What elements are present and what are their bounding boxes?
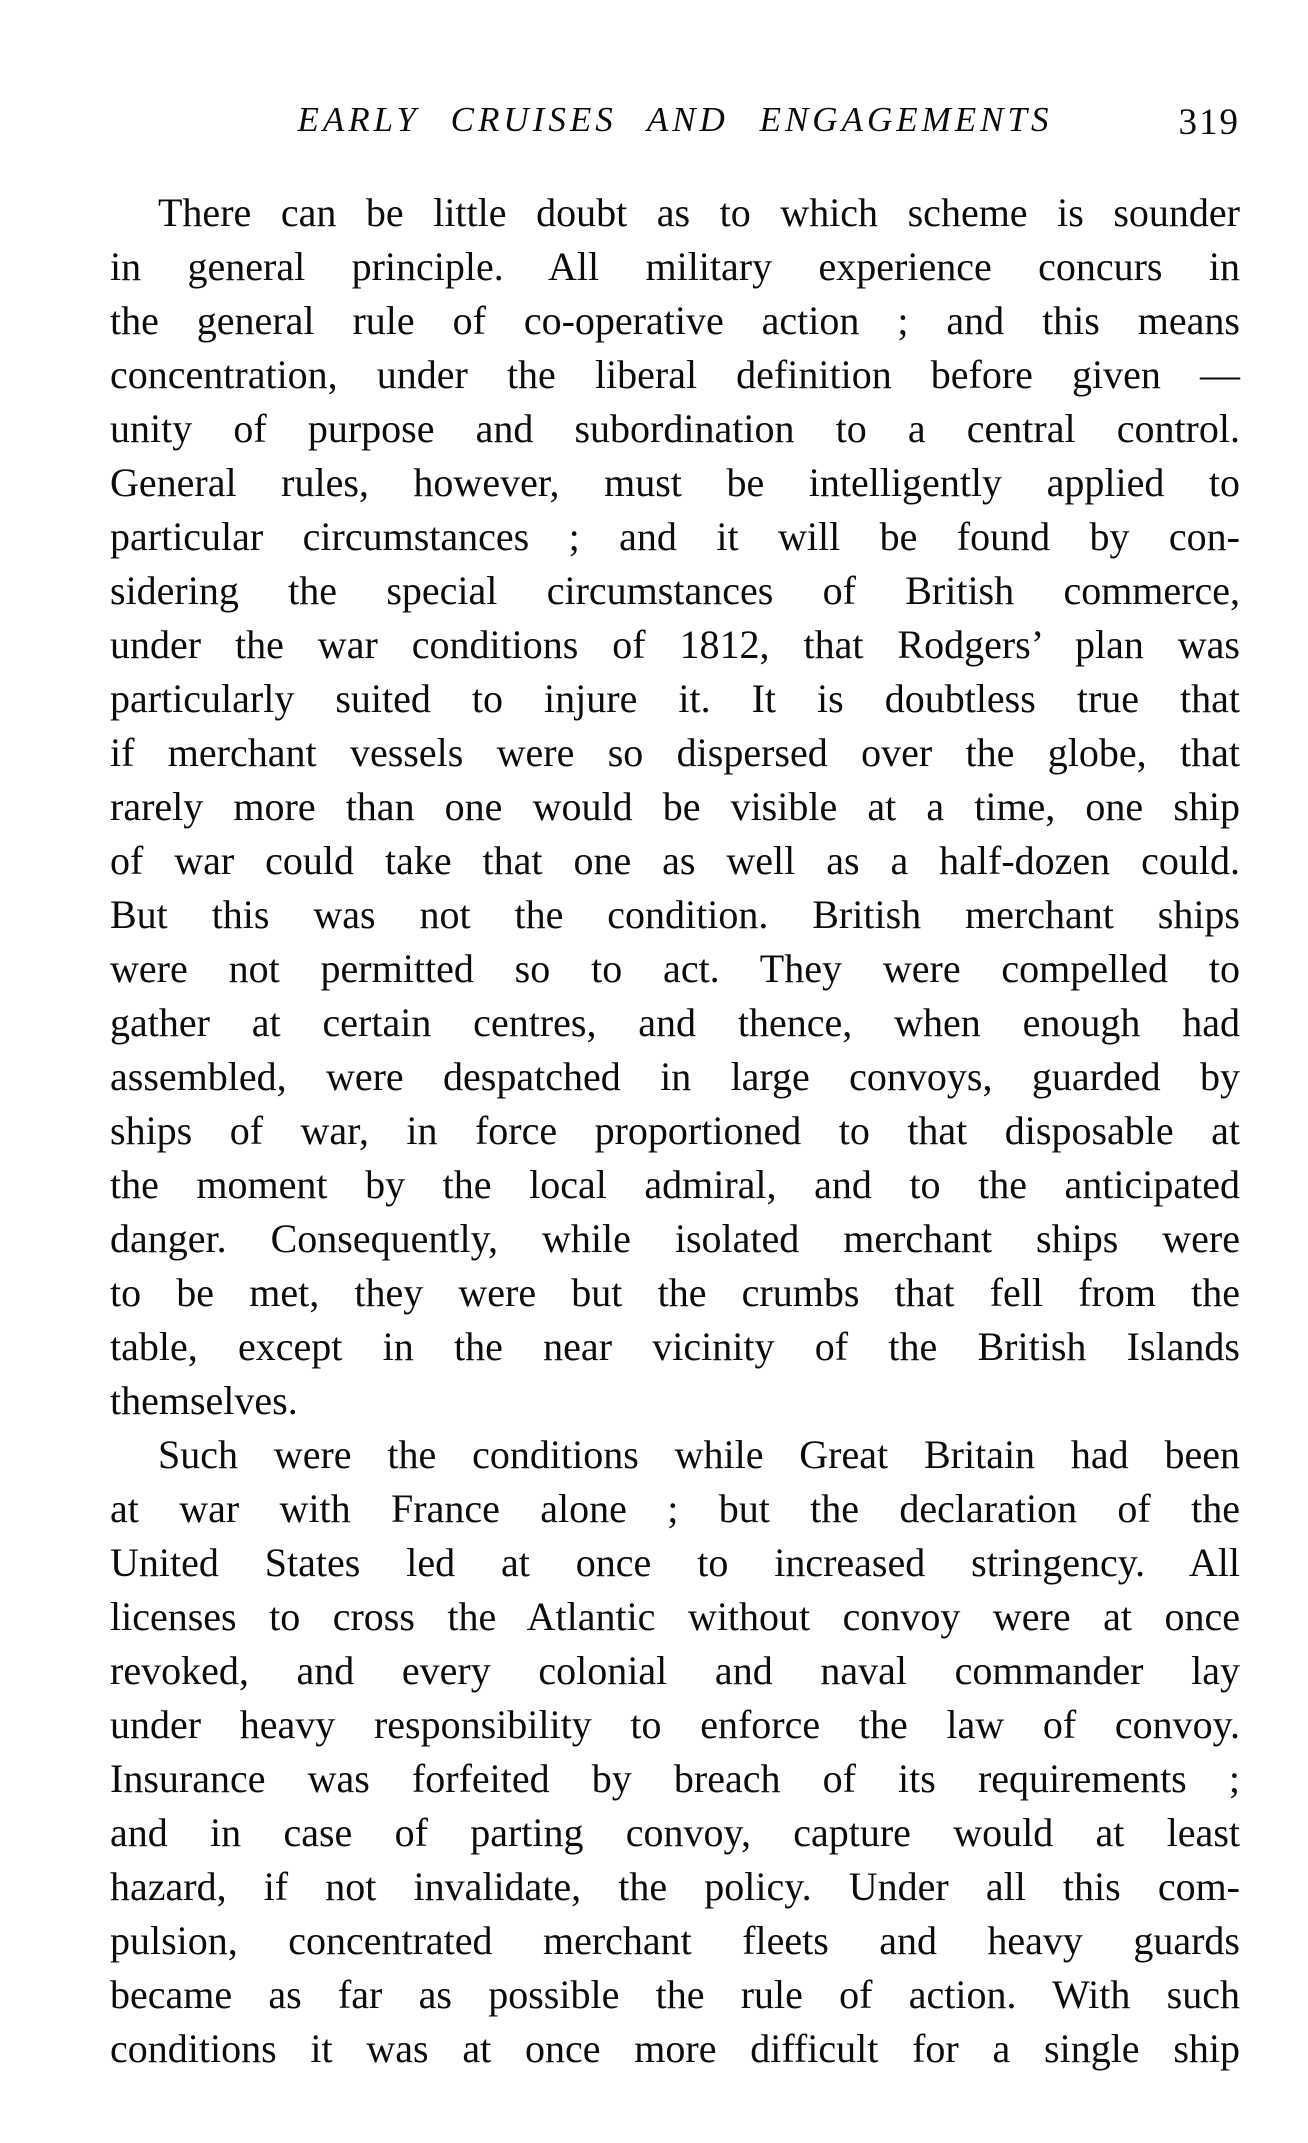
text-line: danger. Consequently, while isolated merchant ships were	[110, 1216, 1240, 1261]
text-line: United States led at once to increased stringency. All	[110, 1540, 1240, 1585]
header-title: EARLY CRUISES AND ENGAGEMENTS	[297, 100, 1053, 139]
text-line: concentration, under the liberal definition before given —	[110, 352, 1240, 397]
text-line: gather at certain centres, and thence, when enough had	[110, 1000, 1240, 1045]
text-line: table, except in the near vicinity of the British Islands	[110, 1324, 1240, 1369]
text-line: were not permitted so to act. They were compelled to	[110, 946, 1240, 991]
text-line: conditions it was at once more difficult for a single ship	[110, 2026, 1240, 2071]
text-line: if merchant vessels were so dispersed over the globe, that	[110, 730, 1240, 775]
text-line: in general principle. All military experience concurs in	[110, 244, 1240, 289]
text-line: unity of purpose and subordination to a central control.	[110, 406, 1240, 451]
text-line: at war with France alone ; but the declaration of the	[110, 1486, 1240, 1531]
text-line: became as far as possible the rule of action. With such	[110, 1972, 1240, 2017]
text-line: the moment by the local admiral, and to the anticipated	[110, 1162, 1240, 1207]
text-line: of war could take that one as well as a half-dozen could.	[110, 838, 1240, 883]
text-line: the general rule of co-operative action ; and this means	[110, 298, 1240, 343]
text-line: under the war conditions of 1812, that Rodgers’ plan was	[110, 622, 1240, 667]
text-line: ships of war, in force proportioned to that disposable at	[110, 1108, 1240, 1153]
text-line: assembled, were despatched in large convoys, guarded by	[110, 1054, 1240, 1099]
text-line: revoked, and every colonial and naval commander lay	[110, 1648, 1240, 1693]
text-line: Such were the conditions while Great Britain had been	[158, 1432, 1240, 1477]
text-line: rarely more than one would be visible at a time, one ship	[110, 784, 1240, 829]
body-text	[110, 186, 1240, 2076]
text-line: to be met, they were but the crumbs that fell from the	[110, 1270, 1240, 1315]
text-line: particularly suited to injure it. It is doubtless true that	[110, 676, 1240, 721]
text-line: Insurance was forfeited by breach of its requirements ;	[110, 1756, 1240, 1801]
text-line: licenses to cross the Atlantic without convoy were at once	[110, 1594, 1240, 1639]
text-line: There can be little doubt as to which scheme is sounder	[158, 190, 1240, 235]
text-line: But this was not the condition. British merchant ships	[110, 892, 1240, 937]
text-line: General rules, however, must be intelligently applied to	[110, 460, 1240, 505]
text-line: hazard, if not invalidate, the policy. Under all this com-	[110, 1864, 1240, 1909]
page-number: 319	[1178, 102, 1240, 143]
text-line: and in case of parting convoy, capture would at least	[110, 1810, 1240, 1855]
text-line: themselves.	[110, 1378, 298, 1423]
text-line: pulsion, concentrated merchant fleets and heavy guards	[110, 1918, 1240, 1963]
text-line: under heavy responsibility to enforce the law of convoy.	[110, 1702, 1240, 1747]
text-line: particular circumstances ; and it will be found by con-	[110, 514, 1240, 559]
running-header	[110, 100, 1240, 146]
text-line: sidering the special circumstances of British commerce,	[110, 568, 1240, 613]
